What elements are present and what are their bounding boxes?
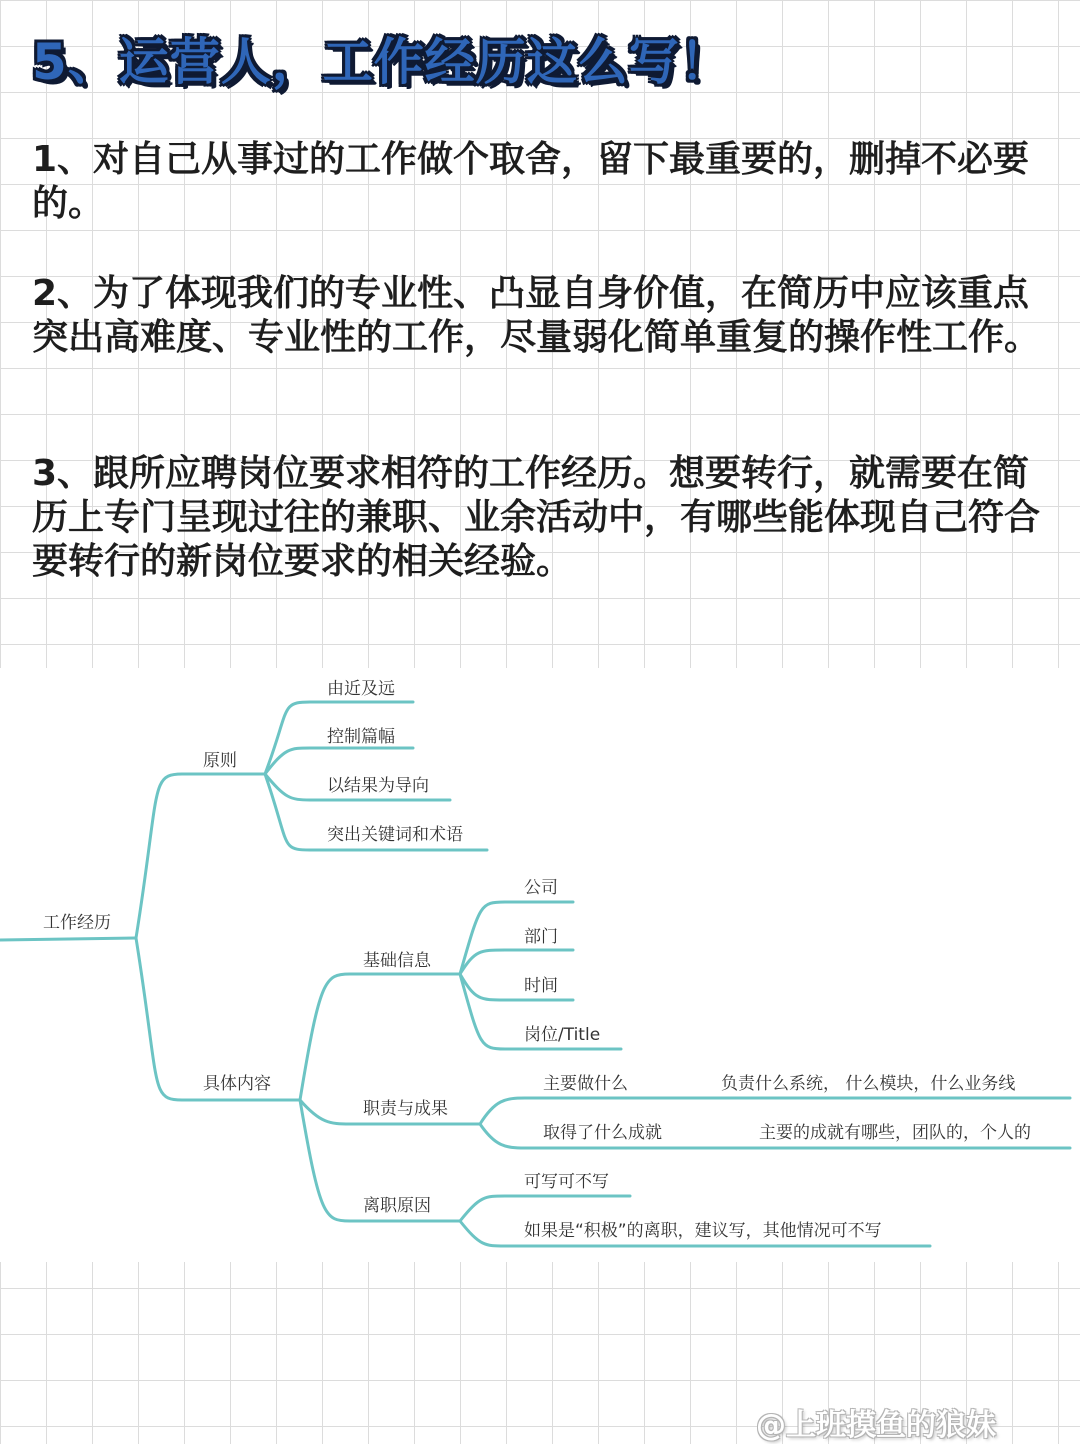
node-principle: 原则 <box>203 751 237 771</box>
mindmap <box>0 668 1080 1262</box>
tip-point-2: 2、为了体现我们的专业性、凸显自身价值，在简历中应该重点突出高难度、专业性的工作，尽量弱化简单重复的操作性工作。 <box>32 273 1041 358</box>
node-leave-item: 可写可不写 <box>524 1172 609 1192</box>
node-principle-item: 由近及远 <box>327 679 395 699</box>
node-basic-item: 公司 <box>524 878 558 898</box>
page-title: 5、运营人，工作经历这么写！ <box>32 33 731 91</box>
node-content: 具体内容 <box>203 1074 271 1094</box>
node-basic-item: 岗位/Title <box>524 1025 601 1045</box>
node-principle-item: 控制篇幅 <box>327 727 395 747</box>
tip-point-1: 1、对自己从事过的工作做个取舍，留下最重要的，删掉不必要的。 <box>32 139 1030 224</box>
line-root-to-principle <box>136 774 265 938</box>
node-root: 工作经历 <box>43 913 111 933</box>
node-basic-item: 时间 <box>524 976 558 996</box>
node-duty-detail: 主要的成就有哪些，团队的，个人的 <box>759 1123 1031 1143</box>
node-duty: 职责与成果 <box>363 1099 448 1119</box>
author-watermark: @上班摸鱼的狼妹 <box>756 1408 996 1443</box>
node-principle-item: 突出关键词和术语 <box>327 825 463 845</box>
line-content-to-basic <box>300 974 460 1100</box>
node-principle-item: 以结果为导向 <box>327 776 429 796</box>
node-duty-detail: 负责什么系统， 什么模块，什么业务线 <box>721 1074 1016 1094</box>
node-duty-item: 取得了什么成就 <box>543 1123 662 1143</box>
node-basic-item: 部门 <box>524 927 558 947</box>
node-leave-item: 如果是“积极”的离职，建议写，其他情况可不写 <box>524 1221 882 1241</box>
line-root <box>0 938 136 940</box>
node-leave-reason: 离职原因 <box>363 1196 431 1216</box>
node-duty-item: 主要做什么 <box>543 1074 628 1094</box>
tip-point-3: 3、跟所应聘岗位要求相符的工作经历。想要转行，就需要在简历上专门呈现过往的兼职、业余活动中，有哪些能体现自己符合要转行的新岗位要求的相关经验。 <box>32 453 1041 582</box>
node-basic-info: 基础信息 <box>363 951 431 971</box>
